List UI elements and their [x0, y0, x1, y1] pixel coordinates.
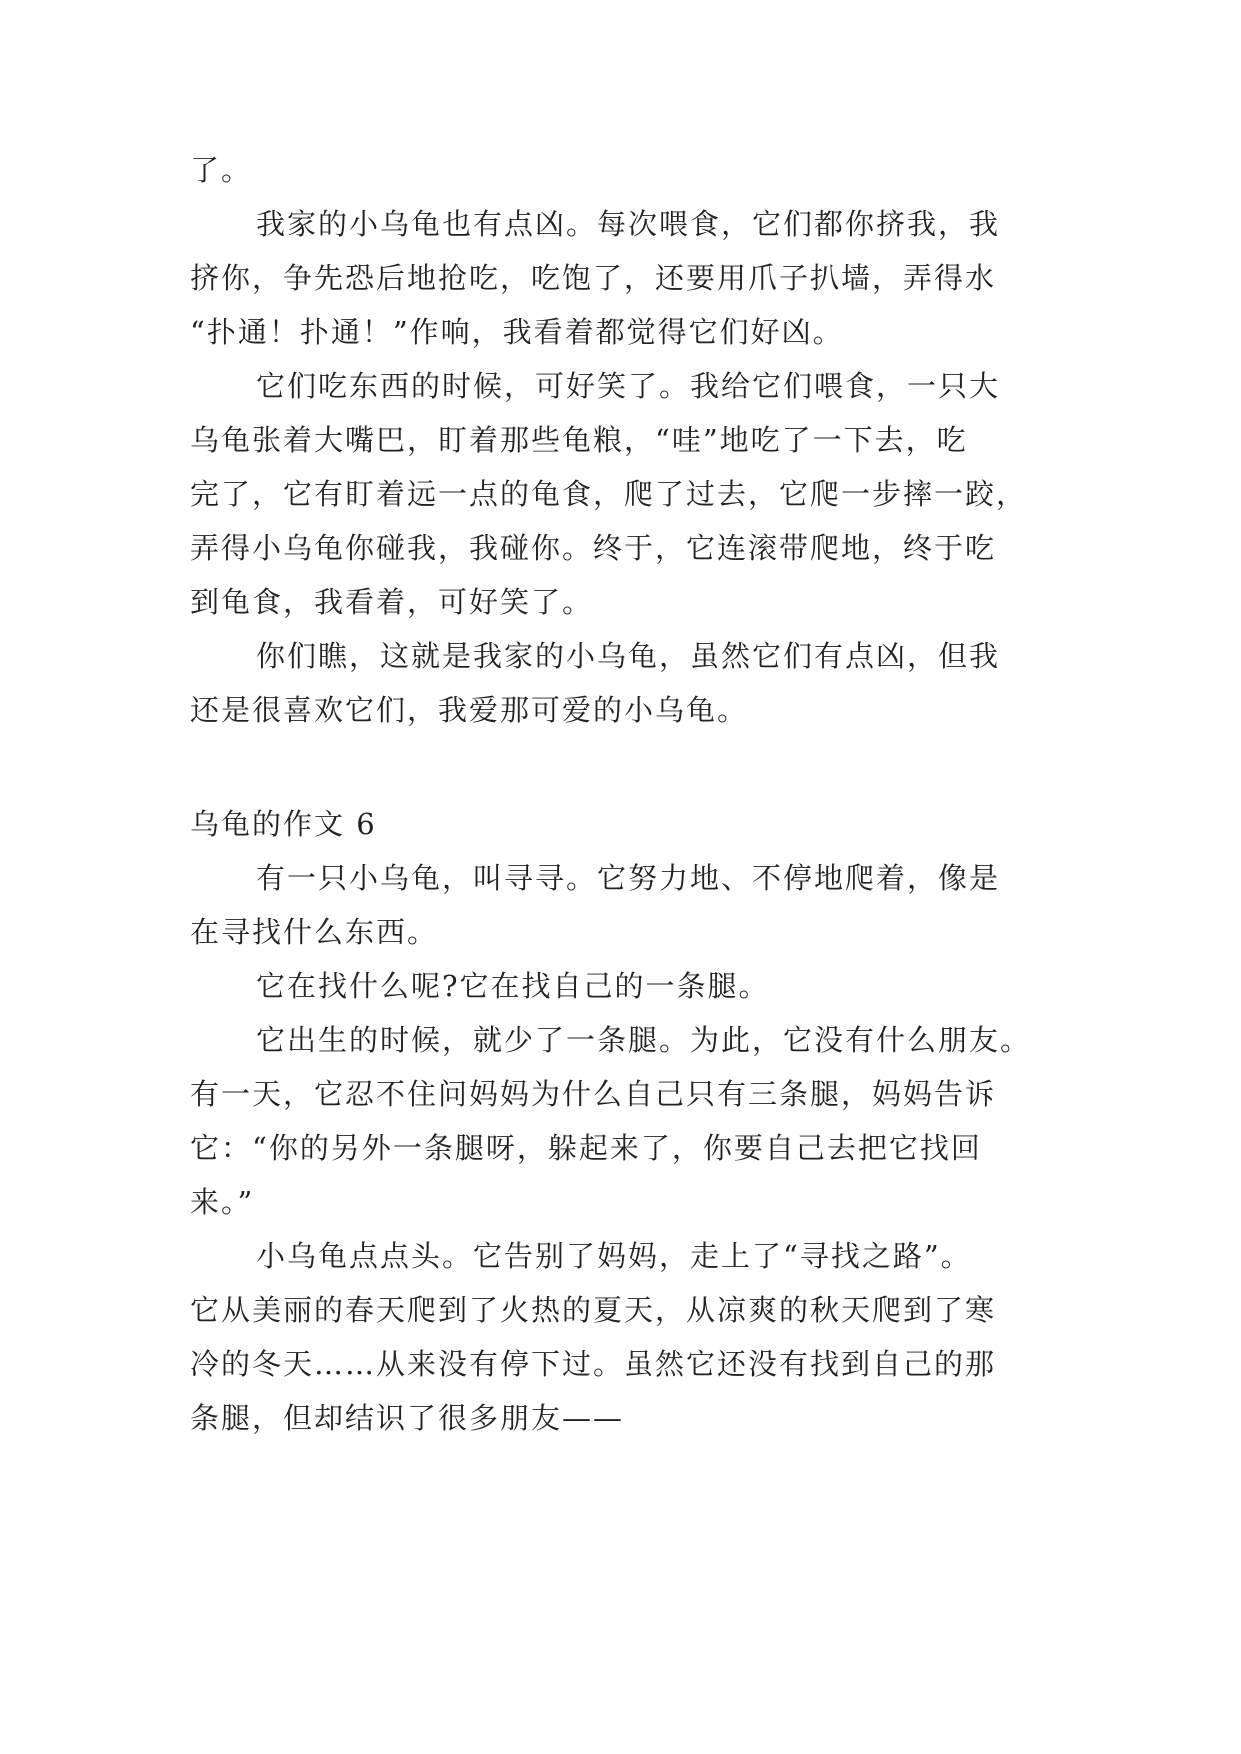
text-line: 弄得小乌龟你碰我，我碰你。终于，它连滚带爬地，终于吃	[190, 531, 997, 565]
text-line: 它：“你的另外一条腿呀，躲起来了，你要自己去把它找回	[190, 1131, 982, 1165]
text-line: 挤你，争先恐后地抢吃，吃饱了，还要用爪子扒墙，弄得水	[190, 261, 997, 295]
text-line: “扑通！扑通！”作响，我看着都觉得它们好凶。	[190, 315, 844, 349]
text-line: 了。	[190, 153, 253, 187]
text-line: 乌龟张着大嘴巴，盯着那些龟粮，“哇”地吃了一下去，吃	[190, 423, 968, 457]
text-line: 在寻找什么东西。	[190, 915, 439, 949]
text-line: 有一只小乌龟，叫寻寻。它努力地、不停地爬着，像是	[256, 861, 1001, 895]
text-line: 到龟食，我看着，可好笑了。	[190, 585, 594, 619]
text-line: 冷的冬天……从来没有停下过。虽然它还没有找到自己的那	[190, 1347, 997, 1381]
text-line: 条腿，但却结识了很多朋友——	[190, 1401, 625, 1435]
text-line: 它们吃东西的时候，可好笑了。我给它们喂食，一只大	[256, 369, 1001, 403]
text-line: 它在找什么呢?它在找自己的一条腿。	[256, 969, 770, 1003]
text-line: 它从美丽的春天爬到了火热的夏天，从凉爽的秋天爬到了寒	[190, 1293, 997, 1327]
section-title: 乌龟的作文 6	[190, 807, 377, 841]
text-line: 完了，它有盯着远一点的龟食，爬了过去，它爬一步摔一跤，	[190, 477, 1028, 511]
text-line: 它出生的时候，就少了一条腿。为此，它没有什么朋友。	[256, 1023, 1032, 1057]
text-line: 来。”	[190, 1185, 255, 1219]
text-line: 你们瞧，这就是我家的小乌龟，虽然它们有点凶，但我	[256, 639, 1001, 673]
text-line: 有一天，它忍不住问妈妈为什么自己只有三条腿，妈妈告诉	[190, 1077, 997, 1111]
text-line: 还是很喜欢它们，我爱那可爱的小乌龟。	[190, 693, 749, 727]
text-line: 我家的小乌龟也有点凶。每次喂食，它们都你挤我，我	[256, 207, 1001, 241]
text-line: 小乌龟点点头。它告别了妈妈，走上了“寻找之路”。	[256, 1239, 972, 1273]
